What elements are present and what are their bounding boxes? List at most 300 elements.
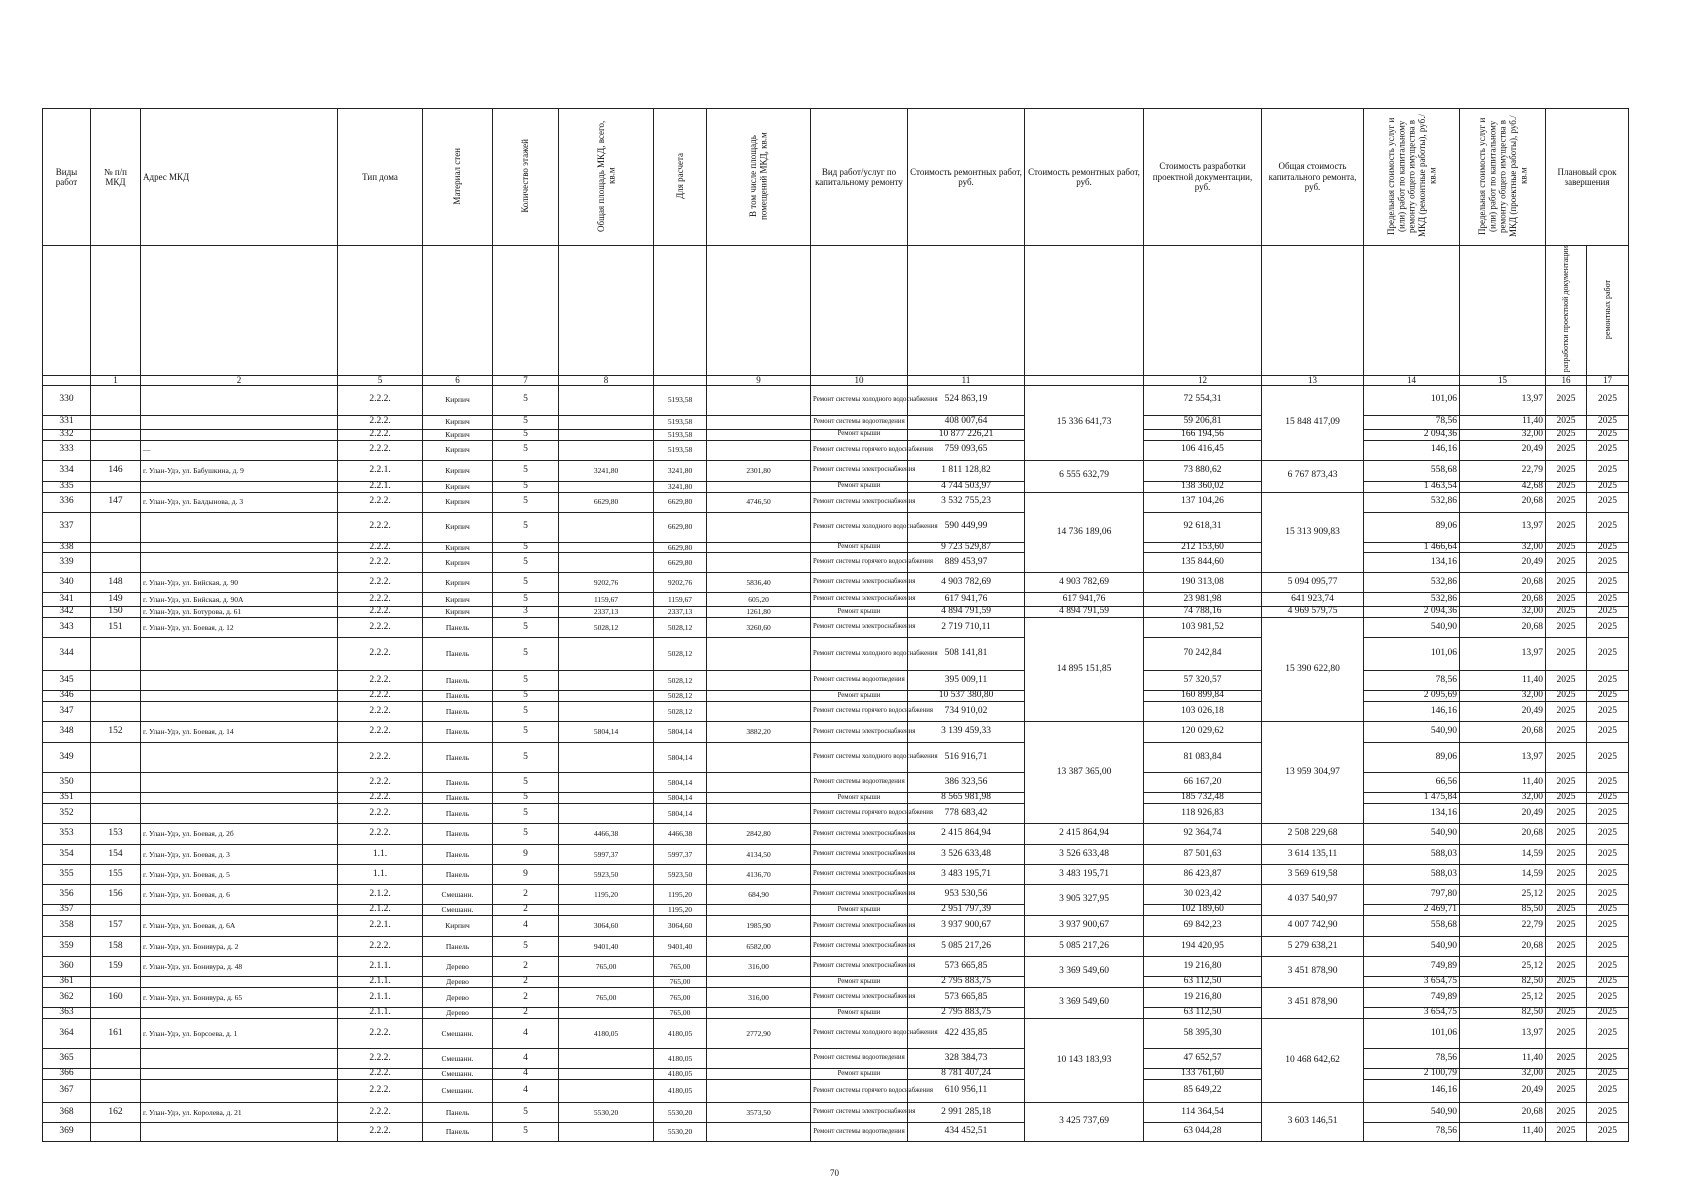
design-cost-cell: 72 554,31 [1144, 385, 1262, 415]
column-number-cell: 14 [1364, 375, 1460, 385]
design-cost-cell: 133 761,60 [1144, 1069, 1262, 1080]
limit-repair-cell: 2 095,69 [1364, 691, 1460, 702]
area-total-cell: 5997,37 [559, 845, 654, 865]
header-limit-2-text: Предельная стоимость услуг и (или) работ по капитальному ремонту общего имущества в МКД (проектные работы), руб./кв.м [1476, 115, 1529, 237]
address-cell: г. Улан-Удэ, ул. Боевая, д. 5 [141, 865, 338, 885]
area-residential-cell: 2301,80 [707, 460, 811, 481]
limit-design-cell: 20,49 [1460, 440, 1546, 460]
building-type-cell: 2.2.2. [338, 593, 423, 607]
area-total-cell: 4180,05 [559, 1019, 654, 1049]
area-total-cell [559, 793, 654, 804]
term-repair-cell: 2025 [1587, 865, 1629, 885]
address-cell: г. Улан-Удэ, ул. Королева, д. 21 [141, 1103, 338, 1123]
building-type-cell: 2.1.1. [338, 1008, 423, 1019]
area-total-cell [559, 542, 654, 553]
area-total-cell: 1159,67 [559, 593, 654, 607]
table-row [43, 722, 1629, 743]
area-total-cell: 3241,80 [559, 460, 654, 481]
row-number-cell: 368 [43, 1103, 91, 1123]
address-cell [141, 905, 338, 916]
row-number-cell: 352 [43, 804, 91, 824]
row-number-cell: 338 [43, 542, 91, 553]
term-repair-cell: 2025 [1587, 1049, 1629, 1069]
repair-cost-cell: 10 537 380,80 [908, 691, 1025, 702]
building-type-cell: 2.2.2. [338, 1080, 423, 1103]
area-total-cell [559, 385, 654, 415]
term-repair-cell: 2025 [1587, 385, 1629, 415]
term-design-cell: 2025 [1546, 905, 1587, 916]
floors-cell: 9 [493, 865, 559, 885]
table-row [43, 492, 1629, 512]
design-cost-cell: 63 112,50 [1144, 977, 1262, 988]
area-total-cell [559, 638, 654, 671]
header-calc [654, 109, 707, 246]
work-type-cell: Ремонт системы холодного водоснабжения [811, 385, 908, 415]
term-repair-cell: 2025 [1587, 1123, 1629, 1142]
address-cell [141, 385, 338, 415]
repair-cost-cell: 2 991 285,18 [908, 1103, 1025, 1123]
building-type-cell: 2.2.2. [338, 793, 423, 804]
area-total-cell: 765,00 [559, 988, 654, 1008]
area-residential-cell [707, 793, 811, 804]
building-number-cell [91, 793, 141, 804]
area-total-cell [559, 905, 654, 916]
term-repair-cell: 2025 [1587, 793, 1629, 804]
repair-cost-cell: 524 863,19 [908, 385, 1025, 415]
term-design-cell: 2025 [1546, 481, 1587, 492]
column-number-cell: 15 [1460, 375, 1546, 385]
building-type-cell: 2.1.2. [338, 885, 423, 905]
building-type-cell: 2.2.2. [338, 773, 423, 793]
area-calc-cell: 9202,76 [654, 573, 707, 593]
area-total-cell: 4466,38 [559, 824, 654, 845]
limit-design-cell: 25,12 [1460, 988, 1546, 1008]
area-calc-cell: 4180,05 [654, 1080, 707, 1103]
header-cost-work-2: Стоимость ремонтных работ, руб. [1025, 109, 1144, 246]
work-type-cell: Ремонт системы горячего водоснабжения [811, 702, 908, 722]
row-number-cell: 344 [43, 638, 91, 671]
work-type-cell: Ремонт системы водоотведения [811, 671, 908, 691]
row-number-cell: 345 [43, 671, 91, 691]
building-type-cell: 2.2.2. [338, 1069, 423, 1080]
address-cell: г. Улан-Удэ, ул. Боевая, д. 2б [141, 824, 338, 845]
header-term-design-text: разработки проектной документации [1561, 246, 1570, 373]
area-residential-cell [707, 1069, 811, 1080]
building-type-cell: 2.2.2. [338, 512, 423, 542]
area-residential-cell: 5836,40 [707, 573, 811, 593]
total-cost-cell: 15 390 622,80 [1262, 618, 1364, 722]
limit-design-cell: 25,12 [1460, 957, 1546, 977]
limit-repair-cell: 558,68 [1364, 460, 1460, 481]
row-number-cell: 343 [43, 618, 91, 638]
address-cell [141, 743, 338, 773]
term-design-cell: 2025 [1546, 1008, 1587, 1019]
area-calc-cell: 6629,80 [654, 553, 707, 573]
total-cost-cell: 4 037 540,97 [1262, 885, 1364, 916]
header-type: Тип дома [338, 109, 423, 246]
address-cell [141, 512, 338, 542]
floors-cell: 5 [493, 593, 559, 607]
floors-cell: 5 [493, 743, 559, 773]
row-number-cell: 361 [43, 977, 91, 988]
floors-cell: 5 [493, 440, 559, 460]
term-design-cell: 2025 [1546, 691, 1587, 702]
address-cell: г. Улан-Удэ, ул. Бийская, д. 90А [141, 593, 338, 607]
building-number-cell: 152 [91, 722, 141, 743]
design-cost-cell: 160 899,84 [1144, 691, 1262, 702]
table-row [43, 988, 1629, 1008]
area-total-cell [559, 691, 654, 702]
column-number-cell: 13 [1262, 375, 1364, 385]
group-repair-cost-cell: 4 903 782,69 [1025, 573, 1144, 593]
wall-material-cell: Панель [423, 937, 493, 957]
wall-material-cell: Панель [423, 793, 493, 804]
address-cell [141, 553, 338, 573]
term-repair-cell: 2025 [1587, 937, 1629, 957]
limit-repair-cell: 66,56 [1364, 773, 1460, 793]
design-cost-cell: 66 167,20 [1144, 773, 1262, 793]
area-residential-cell [707, 671, 811, 691]
design-cost-cell: 120 029,62 [1144, 722, 1262, 743]
area-calc-cell: 765,00 [654, 977, 707, 988]
floors-cell: 5 [493, 638, 559, 671]
area-calc-cell: 6629,80 [654, 492, 707, 512]
work-type-cell: Ремонт системы холодного водоснабжения [811, 638, 908, 671]
group-repair-cost-cell: 3 483 195,71 [1025, 865, 1144, 885]
column-number-cell: 9 [707, 375, 811, 385]
table-row [43, 1103, 1629, 1123]
area-total-cell [559, 804, 654, 824]
work-type-cell: Ремонт системы электроснабжения [811, 618, 908, 638]
area-calc-cell: 5997,37 [654, 845, 707, 865]
repair-cost-cell: 3 532 755,23 [908, 492, 1025, 512]
total-cost-cell: 3 451 878,90 [1262, 957, 1364, 988]
total-cost-cell: 5 094 095,77 [1262, 573, 1364, 593]
limit-design-cell: 82,50 [1460, 1008, 1546, 1019]
term-design-cell: 2025 [1546, 573, 1587, 593]
limit-repair-cell: 532,86 [1364, 573, 1460, 593]
area-calc-cell: 5804,14 [654, 773, 707, 793]
design-cost-cell: 190 313,08 [1144, 573, 1262, 593]
table-row [43, 512, 1629, 542]
term-repair-cell: 2025 [1587, 977, 1629, 988]
area-total-cell [559, 773, 654, 793]
limit-repair-cell: 540,90 [1364, 618, 1460, 638]
repair-cost-cell: 1 811 128,82 [908, 460, 1025, 481]
area-calc-cell: 4180,05 [654, 1019, 707, 1049]
wall-material-cell: Панель [423, 773, 493, 793]
group-repair-cost-cell: 14 895 151,85 [1025, 618, 1144, 722]
header-term: Плановый срок завершения [1546, 109, 1629, 246]
term-design-cell: 2025 [1546, 607, 1587, 618]
building-type-cell: 2.2.2. [338, 824, 423, 845]
work-type-cell: Ремонт системы электроснабжения [811, 885, 908, 905]
repair-cost-cell: 516 916,71 [908, 743, 1025, 773]
design-cost-cell: 92 618,31 [1144, 512, 1262, 542]
row-number-cell: 346 [43, 691, 91, 702]
register-sheet [42, 108, 1629, 1142]
floors-cell: 5 [493, 481, 559, 492]
address-cell [141, 481, 338, 492]
limit-repair-cell: 540,90 [1364, 937, 1460, 957]
limit-design-cell: 20,68 [1460, 593, 1546, 607]
group-repair-cost-cell: 10 143 183,93 [1025, 1019, 1144, 1103]
table-row [43, 1080, 1629, 1103]
header-limit-2 [1460, 109, 1546, 246]
header-address: Адрес МКД [141, 109, 338, 246]
term-repair-cell: 2025 [1587, 773, 1629, 793]
row-number-cell: 366 [43, 1069, 91, 1080]
address-cell [141, 542, 338, 553]
floors-cell: 5 [493, 512, 559, 542]
group-repair-cost-cell: 3 905 327,95 [1025, 885, 1144, 916]
building-type-cell: 2.2.2. [338, 415, 423, 429]
table-row [43, 607, 1629, 618]
building-number-cell [91, 743, 141, 773]
area-residential-cell [707, 1008, 811, 1019]
term-design-cell: 2025 [1546, 671, 1587, 691]
building-type-cell: 2.2.2. [338, 492, 423, 512]
term-repair-cell: 2025 [1587, 429, 1629, 440]
table-body [43, 385, 1629, 1142]
area-residential-cell [707, 1049, 811, 1069]
address-cell: г. Улан-Удэ, ул. Боевая, д. 6А [141, 916, 338, 937]
term-design-cell: 2025 [1546, 804, 1587, 824]
limit-design-cell: 20,49 [1460, 702, 1546, 722]
building-type-cell: 2.2.1. [338, 481, 423, 492]
table-row [43, 865, 1629, 885]
wall-material-cell: Дерево [423, 1008, 493, 1019]
area-calc-cell: 765,00 [654, 957, 707, 977]
column-number-cell: 7 [493, 375, 559, 385]
area-residential-cell: 316,00 [707, 957, 811, 977]
work-type-cell: Ремонт системы электроснабжения [811, 916, 908, 937]
limit-design-cell: 32,00 [1460, 691, 1546, 702]
page-number: 70 [830, 1168, 839, 1178]
row-number-cell: 332 [43, 429, 91, 440]
address-cell [141, 702, 338, 722]
area-calc-cell: 5804,14 [654, 722, 707, 743]
group-repair-cost-cell: 5 085 217,26 [1025, 937, 1144, 957]
repair-cost-cell: 889 453,97 [908, 553, 1025, 573]
row-number-cell: 342 [43, 607, 91, 618]
limit-design-cell: 11,40 [1460, 671, 1546, 691]
term-repair-cell: 2025 [1587, 691, 1629, 702]
header-wall-text: Материал стен [452, 147, 463, 205]
term-repair-cell: 2025 [1587, 638, 1629, 671]
building-number-cell: 153 [91, 824, 141, 845]
repair-cost-cell: 508 141,81 [908, 638, 1025, 671]
table-row [43, 1123, 1629, 1142]
group-repair-cost-cell: 3 369 549,60 [1025, 957, 1144, 988]
term-repair-cell: 2025 [1587, 722, 1629, 743]
total-cost-cell: 6 767 873,43 [1262, 460, 1364, 492]
floors-cell: 4 [493, 1019, 559, 1049]
floors-cell: 5 [493, 492, 559, 512]
term-design-cell: 2025 [1546, 885, 1587, 905]
floors-cell: 5 [493, 415, 559, 429]
term-repair-cell: 2025 [1587, 845, 1629, 865]
building-type-cell: 2.2.2. [338, 671, 423, 691]
work-type-cell: Ремонт системы электроснабжения [811, 460, 908, 481]
header-limit-1 [1364, 109, 1460, 246]
design-cost-cell: 135 844,60 [1144, 553, 1262, 573]
limit-repair-cell: 532,86 [1364, 492, 1460, 512]
wall-material-cell: Панель [423, 1123, 493, 1142]
floors-cell: 2 [493, 905, 559, 916]
table-row [43, 743, 1629, 773]
floors-cell: 5 [493, 553, 559, 573]
limit-repair-cell: 146,16 [1364, 1080, 1460, 1103]
repair-cost-cell: 573 665,85 [908, 988, 1025, 1008]
term-design-cell: 2025 [1546, 1123, 1587, 1142]
term-repair-cell: 2025 [1587, 1080, 1629, 1103]
repair-cost-cell: 590 449,99 [908, 512, 1025, 542]
header-area-res [707, 109, 811, 246]
building-number-cell: 146 [91, 460, 141, 481]
work-type-cell: Ремонт системы электроснабжения [811, 845, 908, 865]
building-number-cell [91, 1123, 141, 1142]
repair-cost-cell: 9 723 529,87 [908, 542, 1025, 553]
floors-cell: 4 [493, 1080, 559, 1103]
limit-design-cell: 42,68 [1460, 481, 1546, 492]
area-calc-cell: 4466,38 [654, 824, 707, 845]
design-cost-cell: 86 423,87 [1144, 865, 1262, 885]
row-number-cell: 348 [43, 722, 91, 743]
address-cell: г. Улан-Удэ, ул. Бонивура, д. 2 [141, 937, 338, 957]
work-type-cell: Ремонт системы электроснабжения [811, 573, 908, 593]
address-cell: г. Улан-Удэ, ул. Борсоева, д. 1 [141, 1019, 338, 1049]
design-cost-cell: 137 104,26 [1144, 492, 1262, 512]
table-row [43, 916, 1629, 937]
area-residential-cell: 4134,50 [707, 845, 811, 865]
wall-material-cell: Кирпич [423, 916, 493, 937]
term-design-cell: 2025 [1546, 702, 1587, 722]
work-type-cell: Ремонт системы горячего водоснабжения [811, 1080, 908, 1103]
address-cell: г. Улан-Удэ, ул. Бабушкина, д. 9 [141, 460, 338, 481]
table-row [43, 773, 1629, 793]
total-cost-cell: 3 451 878,90 [1262, 988, 1364, 1019]
area-residential-cell [707, 385, 811, 415]
area-calc-cell: 765,00 [654, 1008, 707, 1019]
limit-repair-cell: 78,56 [1364, 671, 1460, 691]
area-calc-cell: 1195,20 [654, 885, 707, 905]
table-row [43, 618, 1629, 638]
building-type-cell: 2.2.2. [338, 573, 423, 593]
design-cost-cell: 102 189,60 [1144, 905, 1262, 916]
building-number-cell [91, 385, 141, 415]
term-repair-cell: 2025 [1587, 542, 1629, 553]
table-row [43, 429, 1629, 440]
building-type-cell: 2.2.2. [338, 702, 423, 722]
term-repair-cell: 2025 [1587, 1069, 1629, 1080]
table-row [43, 481, 1629, 492]
limit-design-cell: 20,49 [1460, 553, 1546, 573]
wall-material-cell: Панель [423, 691, 493, 702]
row-number-cell: 365 [43, 1049, 91, 1069]
table-row [43, 977, 1629, 988]
limit-design-cell: 13,97 [1460, 743, 1546, 773]
limit-repair-cell: 3 654,75 [1364, 977, 1460, 988]
building-number-cell [91, 671, 141, 691]
design-cost-cell: 63 044,28 [1144, 1123, 1262, 1142]
wall-material-cell: Панель [423, 702, 493, 722]
header-cost-total: Общая стоимость капитального ремонта, руб. [1262, 109, 1364, 246]
building-number-cell: 150 [91, 607, 141, 618]
address-cell [141, 1049, 338, 1069]
total-cost-cell: 4 969 579,75 [1262, 607, 1364, 618]
floors-cell: 3 [493, 607, 559, 618]
wall-material-cell: Панель [423, 638, 493, 671]
total-cost-cell: 5 279 638,21 [1262, 937, 1364, 957]
area-residential-cell: 3882,20 [707, 722, 811, 743]
limit-design-cell: 13,97 [1460, 512, 1546, 542]
work-type-cell: Ремонт системы горячего водоснабжения [811, 553, 908, 573]
limit-design-cell: 11,40 [1460, 1123, 1546, 1142]
building-type-cell: 1.1. [338, 865, 423, 885]
term-design-cell: 2025 [1546, 415, 1587, 429]
address-cell: г. Улан-Удэ, ул. Боевая, д. 3 [141, 845, 338, 865]
repair-cost-cell: 2 795 883,75 [908, 977, 1025, 988]
address-cell [141, 1080, 338, 1103]
limit-repair-cell: 2 094,36 [1364, 607, 1460, 618]
limit-repair-cell: 101,06 [1364, 385, 1460, 415]
wall-material-cell: Кирпич [423, 512, 493, 542]
row-number-cell: 336 [43, 492, 91, 512]
limit-design-cell: 20,68 [1460, 824, 1546, 845]
address-cell [141, 804, 338, 824]
group-repair-cost-cell: 6 555 632,79 [1025, 460, 1144, 492]
building-type-cell: 2.2.2. [338, 1123, 423, 1142]
area-calc-cell: 5530,20 [654, 1123, 707, 1142]
building-number-cell [91, 905, 141, 916]
table-row [43, 937, 1629, 957]
area-total-cell [559, 512, 654, 542]
row-number-cell: 364 [43, 1019, 91, 1049]
limit-design-cell: 20,68 [1460, 722, 1546, 743]
limit-design-cell: 13,97 [1460, 638, 1546, 671]
header-wall [423, 109, 493, 246]
address-cell: г. Улан-Удэ, ул. Балдынова, д. 3 [141, 492, 338, 512]
design-cost-cell: 114 364,54 [1144, 1103, 1262, 1123]
limit-repair-cell: 2 469,71 [1364, 905, 1460, 916]
area-total-cell [559, 440, 654, 460]
group-repair-cost-cell: 2 415 864,94 [1025, 824, 1144, 845]
work-type-cell: Ремонт крыши [811, 429, 908, 440]
area-total-cell: 9401,40 [559, 937, 654, 957]
limit-design-cell: 20,49 [1460, 804, 1546, 824]
row-number-cell: 367 [43, 1080, 91, 1103]
term-repair-cell: 2025 [1587, 607, 1629, 618]
total-cost-cell: 2 508 229,68 [1262, 824, 1364, 845]
address-cell: г. Улан-Удэ, ул. Боевая, д. 14 [141, 722, 338, 743]
work-type-cell: Ремонт системы электроснабжения [811, 492, 908, 512]
area-total-cell [559, 743, 654, 773]
total-cost-cell: 3 614 135,11 [1262, 845, 1364, 865]
limit-repair-cell: 146,16 [1364, 702, 1460, 722]
floors-cell: 5 [493, 385, 559, 415]
building-number-cell: 161 [91, 1019, 141, 1049]
floors-cell: 5 [493, 1123, 559, 1142]
column-number-cell: 16 [1546, 375, 1587, 385]
area-total-cell [559, 553, 654, 573]
group-repair-cost-cell: 3 369 549,60 [1025, 988, 1144, 1019]
area-total-cell [559, 702, 654, 722]
limit-design-cell: 20,68 [1460, 492, 1546, 512]
area-residential-cell [707, 542, 811, 553]
building-type-cell: 2.2.1. [338, 460, 423, 481]
total-cost-cell: 15 848 417,09 [1262, 385, 1364, 460]
